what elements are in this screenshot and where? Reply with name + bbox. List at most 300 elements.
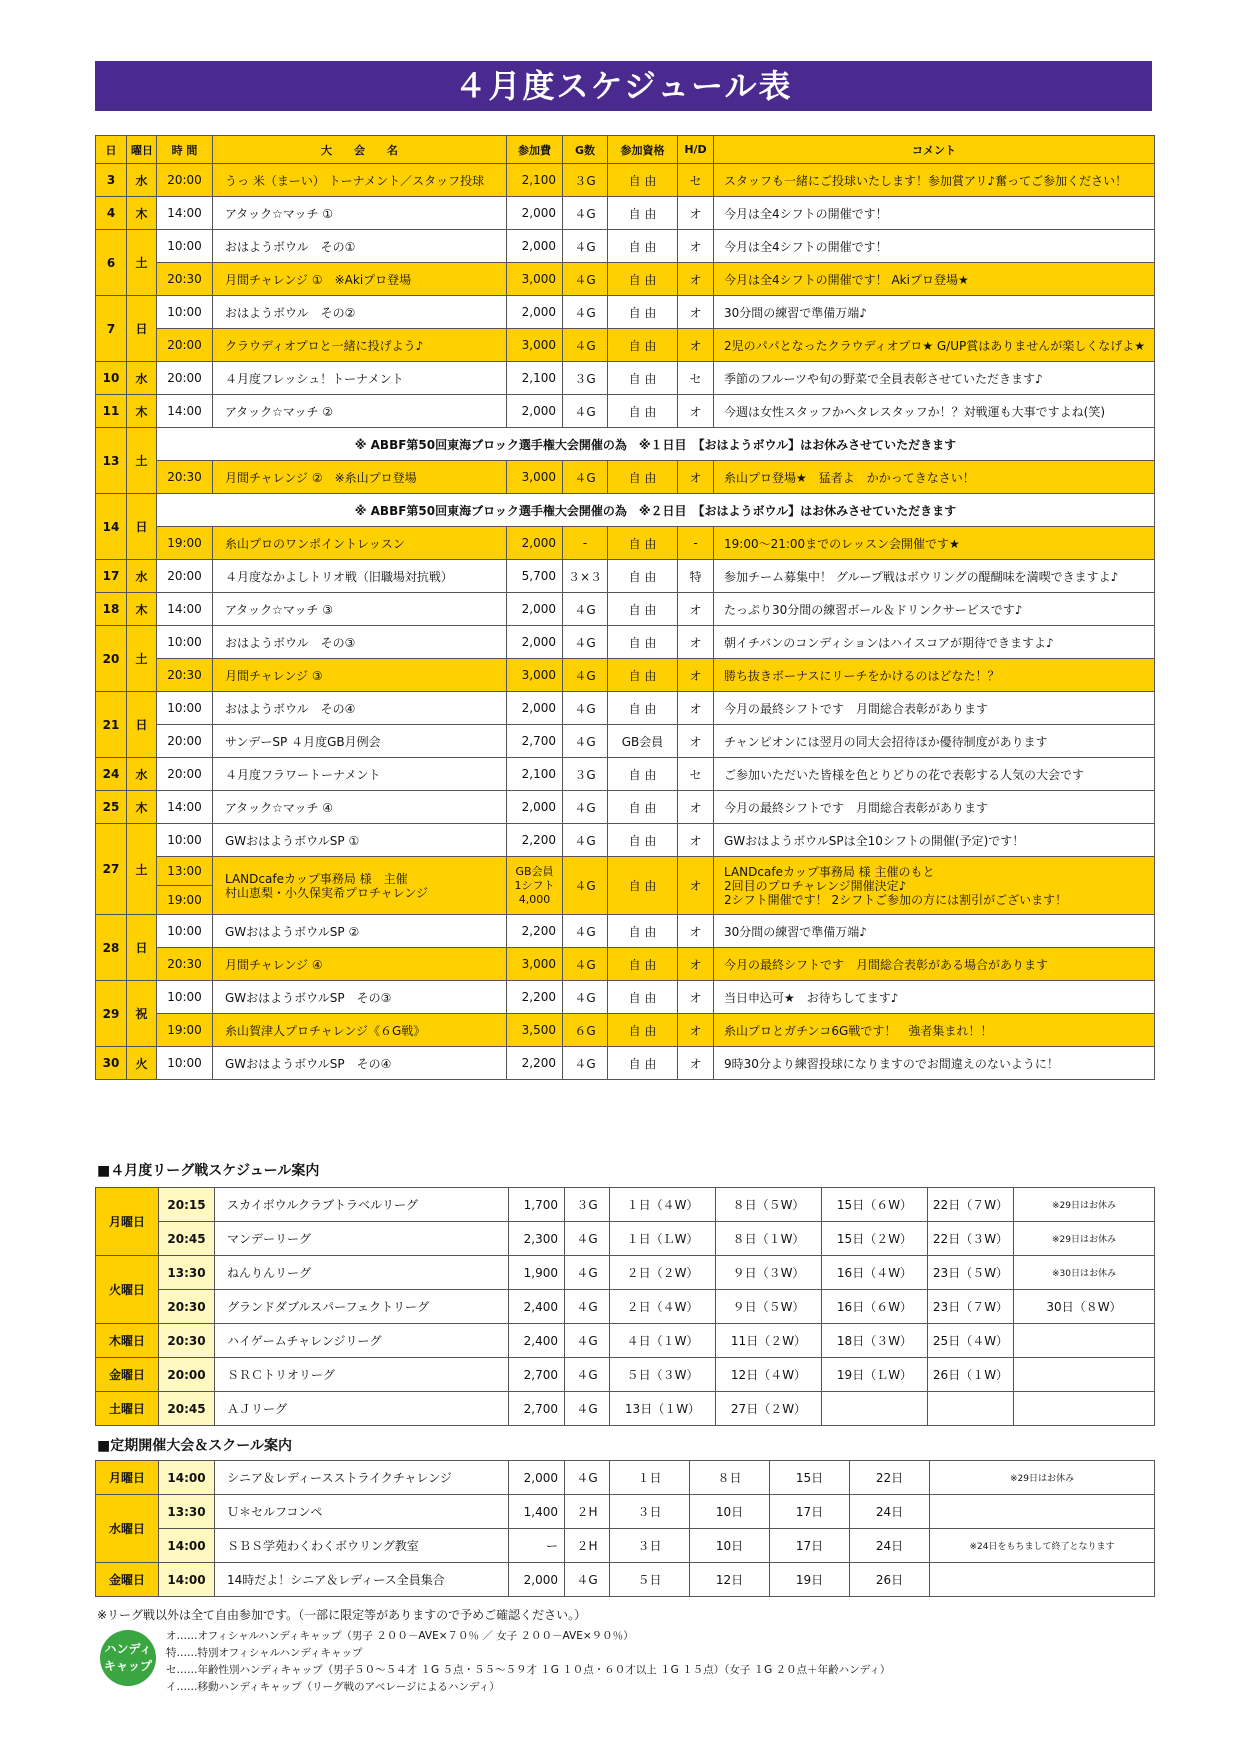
date-cell: 10日 bbox=[690, 1529, 770, 1563]
time-cell: 19:00 bbox=[157, 1014, 213, 1047]
schedule-row bbox=[96, 362, 1155, 395]
date-cell: ２日（２W） bbox=[610, 1256, 716, 1290]
fee-cell: 2,000 bbox=[507, 395, 563, 428]
schedule-row bbox=[96, 593, 1155, 626]
weekday-label: 金曜日 bbox=[96, 1563, 159, 1597]
games-cell: ４G bbox=[565, 1358, 610, 1392]
table-row bbox=[96, 1290, 1155, 1324]
table-row bbox=[96, 1461, 1155, 1495]
date-cell: 22日（３W） bbox=[928, 1222, 1014, 1256]
fee-line: 4,000 bbox=[518, 892, 551, 906]
comment-cell: 30分間の練習で準備万端♪ bbox=[714, 296, 1155, 329]
event-name: 月間チャレンジ ① ※Akiプロ登場 bbox=[213, 263, 507, 296]
weekday-cell: 火 bbox=[127, 1047, 157, 1080]
event-name: スカイボウルクラブトラベルリーグ bbox=[215, 1188, 509, 1222]
day-cell: 27 bbox=[96, 824, 127, 915]
closure-notice: ※ ABBF第50回東海ブロック選手権大会開催の為 ※１日目 【おはようボウル】はお休みさせていただきます bbox=[157, 428, 1155, 461]
date-cell: 15日（６W） bbox=[822, 1188, 928, 1222]
games-cell: ４G bbox=[565, 1324, 610, 1358]
event-name: 月間チャレンジ ③ bbox=[213, 659, 507, 692]
schedule-row bbox=[96, 527, 1155, 560]
handicap-cell: オ bbox=[678, 626, 714, 659]
schedule-row bbox=[96, 494, 1155, 527]
table-row bbox=[96, 1222, 1155, 1256]
league-section-title: ■４月度リーグ戦スケジュール案内 bbox=[97, 1163, 320, 1179]
table-row bbox=[96, 1324, 1155, 1358]
eligibility-cell: 自 由 bbox=[608, 329, 678, 362]
games-cell: ３G bbox=[563, 362, 608, 395]
fee-cell: 3,000 bbox=[507, 948, 563, 981]
schedule-row bbox=[96, 560, 1155, 593]
handicap-cell: オ bbox=[678, 659, 714, 692]
eligibility-cell: 自 由 bbox=[608, 197, 678, 230]
comment-cell: 今月の最終シフトです 月間総合表彰がある場合があります bbox=[714, 948, 1155, 981]
time-cell: 19:00 bbox=[157, 886, 213, 915]
event-name: GWおはようボウルSP ② bbox=[213, 915, 507, 948]
eligibility-cell: 自 由 bbox=[608, 791, 678, 824]
event-name: 月間チャレンジ ② ※糸山プロ登場 bbox=[213, 461, 507, 494]
time-cell: 20:30 bbox=[159, 1324, 215, 1358]
schedule-row bbox=[96, 791, 1155, 824]
comment-cell: 今週は女性スタッフかヘタレスタッフか！？対戦運も大事ですよね(笑) bbox=[714, 395, 1155, 428]
fee-cell: 2,300 bbox=[509, 1222, 565, 1256]
games-cell: ４G bbox=[563, 824, 608, 857]
eligibility-cell: 自 由 bbox=[608, 824, 678, 857]
handicap-cell: オ bbox=[678, 791, 714, 824]
eligibility-cell: 自 由 bbox=[608, 1014, 678, 1047]
weekday-cell: 木 bbox=[127, 791, 157, 824]
time-cell: 10:00 bbox=[157, 915, 213, 948]
date-cell: ５日（３W） bbox=[610, 1358, 716, 1392]
regular-section-title: ■定期開催大会＆スクール案内 bbox=[97, 1438, 292, 1454]
weekday-cell: 日 bbox=[127, 494, 157, 560]
note-cell: ※24日をもちまして終了となります bbox=[930, 1529, 1155, 1563]
day-cell: 28 bbox=[96, 915, 127, 981]
handicap-cell: オ bbox=[678, 824, 714, 857]
games-cell: ２H bbox=[565, 1529, 610, 1563]
games-cell: ４G bbox=[563, 791, 608, 824]
event-name: アタック☆マッチ ③ bbox=[213, 593, 507, 626]
day-cell: 20 bbox=[96, 626, 127, 692]
fee-cell: 3,000 bbox=[507, 461, 563, 494]
fee-cell: 5,700 bbox=[507, 560, 563, 593]
day-cell: 18 bbox=[96, 593, 127, 626]
fee-cell: 2,000 bbox=[509, 1563, 565, 1597]
day-cell: 25 bbox=[96, 791, 127, 824]
date-cell: 15日（２W） bbox=[822, 1222, 928, 1256]
schedule-row bbox=[96, 1047, 1155, 1080]
event-name: おはようボウル その① bbox=[213, 230, 507, 263]
comment-cell: 2児のパパとなったクラウディオプロ★ G/UP賞はありませんが楽しくなげよ★ bbox=[714, 329, 1155, 362]
schedule-row bbox=[96, 164, 1155, 197]
time-cell: 20:30 bbox=[157, 263, 213, 296]
eligibility-cell: 自 由 bbox=[608, 527, 678, 560]
fee-cell: 2,000 bbox=[507, 626, 563, 659]
date-cell: 19日 bbox=[770, 1563, 850, 1597]
fee-cell: 2,000 bbox=[507, 230, 563, 263]
event-name: グランドダブルスパーフェクトリーグ bbox=[215, 1290, 509, 1324]
weekday-cell: 土 bbox=[127, 626, 157, 692]
time-cell: 20:30 bbox=[157, 948, 213, 981]
schedule-row bbox=[96, 725, 1155, 758]
comment-line: 2シフト開催です！ 2シフトご参加の方には割引がございます！ bbox=[724, 892, 1068, 907]
handicap-cell: オ bbox=[678, 263, 714, 296]
games-cell: ４G bbox=[563, 626, 608, 659]
comment-cell: 参加チーム募集中！ グループ戦はボウリングの醍醐味を満喫できますよ♪ bbox=[714, 560, 1155, 593]
comment-cell: 朝イチバンのコンディションはハイスコアが期待できますよ♪ bbox=[714, 626, 1155, 659]
time-cell: 10:00 bbox=[157, 692, 213, 725]
games-cell: ４G bbox=[563, 461, 608, 494]
fee-cell: 2,000 bbox=[507, 593, 563, 626]
time-cell: 20:00 bbox=[159, 1358, 215, 1392]
event-name: うっ 米（まーい） トーナメント／スタッフ投球 bbox=[213, 164, 507, 197]
comment-cell: 季節のフルーツや旬の野菜で全員表彰させていただきます♪ bbox=[714, 362, 1155, 395]
schedule-row bbox=[96, 230, 1155, 263]
date-cell: ２日（４W） bbox=[610, 1290, 716, 1324]
schedule-row bbox=[96, 197, 1155, 230]
schedule-row bbox=[96, 758, 1155, 791]
time-cell: 14:00 bbox=[157, 791, 213, 824]
column-header: G数 bbox=[563, 136, 608, 164]
fee-cell: 2,200 bbox=[507, 1047, 563, 1080]
time-cell: 10:00 bbox=[157, 824, 213, 857]
comment-cell: 今月の最終シフトです 月間総合表彰があります bbox=[714, 692, 1155, 725]
comment-cell: 今月は全4シフトの開催です！ Akiプロ登場★ bbox=[714, 263, 1155, 296]
date-cell: 18日（３W） bbox=[822, 1324, 928, 1358]
comment-cell: 糸山プロとガチンコ6G戦です！ 強者集まれ！！ bbox=[714, 1014, 1155, 1047]
games-cell: ４G bbox=[563, 593, 608, 626]
handicap-cell: オ bbox=[678, 857, 714, 915]
fee-cell: 1,400 bbox=[509, 1495, 565, 1529]
weekday-cell: 水 bbox=[127, 362, 157, 395]
event-name bbox=[213, 857, 507, 915]
time-cell: 19:00 bbox=[157, 527, 213, 560]
schedule-row bbox=[96, 263, 1155, 296]
badge-line-2: キャップ bbox=[103, 1659, 152, 1673]
handicap-cell: セ bbox=[678, 758, 714, 791]
fee-cell: 3,000 bbox=[507, 659, 563, 692]
day-cell: 30 bbox=[96, 1047, 127, 1080]
event-name: Ｕ＊セルフコンペ bbox=[215, 1495, 509, 1529]
comment-cell: チャンピオンには翌月の同大会招待ほか優待制度があります bbox=[714, 725, 1155, 758]
column-header: 時 間 bbox=[157, 136, 213, 164]
schedule-row bbox=[96, 692, 1155, 725]
time-cell: 20:30 bbox=[157, 659, 213, 692]
comment-cell: GWおはようボウルSPは全10シフトの開催(予定)です！ bbox=[714, 824, 1155, 857]
handicap-cell: オ bbox=[678, 197, 714, 230]
games-cell: ４G bbox=[563, 948, 608, 981]
event-name: サンデーSP ４月度GB月例会 bbox=[213, 725, 507, 758]
weekday-label: 月曜日 bbox=[96, 1188, 159, 1256]
column-header: 参加費 bbox=[507, 136, 563, 164]
handicap-cell: オ bbox=[678, 948, 714, 981]
fee-cell: 3,000 bbox=[507, 263, 563, 296]
handicap-cell: セ bbox=[678, 362, 714, 395]
time-cell: 20:00 bbox=[157, 725, 213, 758]
time-cell: 14:00 bbox=[159, 1461, 215, 1495]
column-header: コメント bbox=[714, 136, 1155, 164]
league-table bbox=[95, 1187, 1155, 1426]
date-cell: ４日（１W） bbox=[610, 1324, 716, 1358]
time-cell: 20:00 bbox=[157, 164, 213, 197]
date-cell: 24日 bbox=[850, 1529, 930, 1563]
date-cell: 17日 bbox=[770, 1529, 850, 1563]
day-cell: 6 bbox=[96, 230, 127, 296]
time-cell: 20:45 bbox=[159, 1222, 215, 1256]
time-cell: 10:00 bbox=[157, 626, 213, 659]
schedule-table bbox=[95, 135, 1155, 1080]
badge-line-1: ハンディ bbox=[104, 1642, 152, 1656]
time-cell: 10:00 bbox=[157, 230, 213, 263]
weekday-label: 木曜日 bbox=[96, 1324, 159, 1358]
table-row bbox=[96, 1495, 1155, 1529]
event-title: 村山恵梨・小久保実希プロチャレンジ bbox=[225, 885, 429, 900]
time-cell: 10:00 bbox=[157, 296, 213, 329]
closure-notice: ※ ABBF第50回東海ブロック選手権大会開催の為 ※２日目 【おはようボウル】はお休みさせていただきます bbox=[157, 494, 1155, 527]
comment-cell: ご参加いただいた皆様を色とりどりの花で表彰する人気の大会です bbox=[714, 758, 1155, 791]
event-name: ４月度フレッシュ！トーナメント bbox=[213, 362, 507, 395]
handicap-cell: オ bbox=[678, 1014, 714, 1047]
schedule-row bbox=[96, 857, 1155, 886]
schedule-row bbox=[96, 824, 1155, 857]
games-cell: ４G bbox=[563, 659, 608, 692]
fee-cell: 2,700 bbox=[509, 1358, 565, 1392]
games-cell: ４G bbox=[565, 1222, 610, 1256]
day-cell: 14 bbox=[96, 494, 127, 560]
event-name: アタック☆マッチ ④ bbox=[213, 791, 507, 824]
date-cell: 26日 bbox=[850, 1563, 930, 1597]
eligibility-cell: 自 由 bbox=[608, 659, 678, 692]
day-cell: 11 bbox=[96, 395, 127, 428]
eligibility-cell: 自 由 bbox=[608, 857, 678, 915]
games-cell: ４G bbox=[565, 1290, 610, 1324]
comment-cell: 当日申込可★ お待ちしてます♪ bbox=[714, 981, 1155, 1014]
date-cell: 19日（ＬW） bbox=[822, 1358, 928, 1392]
event-name: GWおはようボウルSP その③ bbox=[213, 981, 507, 1014]
event-name: 月間チャレンジ ④ bbox=[213, 948, 507, 981]
event-name: ハイゲームチャレンジリーグ bbox=[215, 1324, 509, 1358]
time-cell: 20:00 bbox=[157, 560, 213, 593]
comment-cell: 30分間の練習で準備万端♪ bbox=[714, 915, 1155, 948]
weekday-cell: 土 bbox=[127, 824, 157, 915]
games-cell: ４G bbox=[563, 263, 608, 296]
fee-cell: 3,000 bbox=[507, 329, 563, 362]
comment-line: 2回目のプロチャレンジ開催決定♪ bbox=[724, 878, 907, 893]
schedule-row bbox=[96, 428, 1155, 461]
table-row bbox=[96, 1563, 1155, 1597]
date-cell: ８日（１W） bbox=[716, 1222, 822, 1256]
event-name: ４月度フラワートーナメント bbox=[213, 758, 507, 791]
date-cell: ５日 bbox=[610, 1563, 690, 1597]
event-name: おはようボウル その② bbox=[213, 296, 507, 329]
date-cell: 25日（４W） bbox=[928, 1324, 1014, 1358]
note-cell: 30日（８W） bbox=[1014, 1290, 1155, 1324]
fee-cell: 2,100 bbox=[507, 758, 563, 791]
date-cell: 13日（１W） bbox=[610, 1392, 716, 1426]
handicap-line: 特……特別オフィシャルハンディキャップ bbox=[166, 1647, 363, 1659]
games-cell: - bbox=[563, 527, 608, 560]
fee-cell: ー bbox=[509, 1529, 565, 1563]
handicap-cell: オ bbox=[678, 725, 714, 758]
time-cell: 14:00 bbox=[157, 395, 213, 428]
handicap-cell: - bbox=[678, 527, 714, 560]
games-cell: ４G bbox=[563, 230, 608, 263]
games-cell: ４G bbox=[565, 1563, 610, 1597]
weekday-label: 土曜日 bbox=[96, 1392, 159, 1426]
games-cell: ６G bbox=[563, 1014, 608, 1047]
time-cell: 20:45 bbox=[159, 1392, 215, 1426]
fee-cell: 2,700 bbox=[507, 725, 563, 758]
date-cell: 23日（７W） bbox=[928, 1290, 1014, 1324]
weekday-cell: 日 bbox=[127, 296, 157, 362]
games-cell: ３×３ bbox=[563, 560, 608, 593]
table-row bbox=[96, 1392, 1155, 1426]
comment-cell: たっぷり30分間の練習ボール＆ドリンクサービスです♪ bbox=[714, 593, 1155, 626]
event-name: 糸山プロのワンポイントレッスン bbox=[213, 527, 507, 560]
date-cell: 17日 bbox=[770, 1495, 850, 1529]
fee-cell: 2,200 bbox=[507, 824, 563, 857]
event-name: ＡＪリーグ bbox=[215, 1392, 509, 1426]
games-cell: ３G bbox=[563, 758, 608, 791]
date-cell: 12日（４W） bbox=[716, 1358, 822, 1392]
column-header: H/D bbox=[678, 136, 714, 164]
day-cell: 10 bbox=[96, 362, 127, 395]
event-organizer: LANDcafeカップ事務局 様 主催 bbox=[225, 871, 408, 886]
time-cell: 10:00 bbox=[157, 1047, 213, 1080]
games-cell: ３G bbox=[565, 1188, 610, 1222]
weekday-cell: 水 bbox=[127, 164, 157, 197]
games-cell: ４G bbox=[563, 329, 608, 362]
date-cell: ３日 bbox=[610, 1495, 690, 1529]
time-cell: 14:00 bbox=[159, 1529, 215, 1563]
schedule-row bbox=[96, 626, 1155, 659]
eligibility-cell: 自 由 bbox=[608, 758, 678, 791]
fee-cell: 2,000 bbox=[507, 296, 563, 329]
fee-cell: 2,000 bbox=[507, 197, 563, 230]
schedule-row bbox=[96, 659, 1155, 692]
handicap-cell: オ bbox=[678, 461, 714, 494]
comment-cell bbox=[714, 857, 1155, 915]
handicap-cell: オ bbox=[678, 915, 714, 948]
eligibility-cell: 自 由 bbox=[608, 296, 678, 329]
weekday-label: 金曜日 bbox=[96, 1358, 159, 1392]
date-cell: 26日（１W） bbox=[928, 1358, 1014, 1392]
fee-cell: 2,000 bbox=[507, 791, 563, 824]
date-cell: 11日（２W） bbox=[716, 1324, 822, 1358]
fee-cell: 2,000 bbox=[507, 692, 563, 725]
schedule-row bbox=[96, 981, 1155, 1014]
eligibility-cell: 自 由 bbox=[608, 692, 678, 725]
date-cell: 12日 bbox=[690, 1563, 770, 1597]
column-header: 参加資格 bbox=[608, 136, 678, 164]
event-name: 14時だよ！シニア＆レディース全員集合 bbox=[215, 1563, 509, 1597]
date-cell: 10日 bbox=[690, 1495, 770, 1529]
comment-cell: 19:00～21:00までのレッスン会開催です★ bbox=[714, 527, 1155, 560]
day-cell: 24 bbox=[96, 758, 127, 791]
comment-cell: 今月の最終シフトです 月間総合表彰があります bbox=[714, 791, 1155, 824]
eligibility-cell: 自 由 bbox=[608, 626, 678, 659]
handicap-cell: オ bbox=[678, 593, 714, 626]
games-cell: ４G bbox=[563, 981, 608, 1014]
time-cell: 14:00 bbox=[157, 593, 213, 626]
day-cell: 4 bbox=[96, 197, 127, 230]
handicap-legend bbox=[166, 1628, 890, 1696]
time-cell: 20:30 bbox=[157, 461, 213, 494]
weekday-cell: 水 bbox=[127, 560, 157, 593]
event-name: おはようボウル その④ bbox=[213, 692, 507, 725]
schedule-row bbox=[96, 915, 1155, 948]
eligibility-cell: 自 由 bbox=[608, 164, 678, 197]
games-cell: ２H bbox=[565, 1495, 610, 1529]
handicap-cell: オ bbox=[678, 329, 714, 362]
event-name: GWおはようボウルSP ① bbox=[213, 824, 507, 857]
date-cell: ３日 bbox=[610, 1529, 690, 1563]
event-name: 糸山賀津人プロチャレンジ《６G戦》 bbox=[213, 1014, 507, 1047]
fee-cell: 2,200 bbox=[507, 915, 563, 948]
date-cell: １日 bbox=[610, 1461, 690, 1495]
games-cell: ４G bbox=[565, 1461, 610, 1495]
note-cell: ※29日はお休み bbox=[1014, 1188, 1155, 1222]
comment-line: LANDcafeカップ事務局 様 主催のもと bbox=[724, 864, 935, 879]
date-cell: 27日（２W） bbox=[716, 1392, 822, 1426]
eligibility-cell: 自 由 bbox=[608, 230, 678, 263]
fee-cell: 2,100 bbox=[507, 362, 563, 395]
fee-cell: 2,400 bbox=[509, 1290, 565, 1324]
time-cell: 20:15 bbox=[159, 1188, 215, 1222]
date-cell: ８日（５W） bbox=[716, 1188, 822, 1222]
weekday-cell: 木 bbox=[127, 395, 157, 428]
event-name: おはようボウル その③ bbox=[213, 626, 507, 659]
games-cell: ４G bbox=[565, 1256, 610, 1290]
event-name: アタック☆マッチ ② bbox=[213, 395, 507, 428]
games-cell: ４G bbox=[563, 197, 608, 230]
schedule-row bbox=[96, 329, 1155, 362]
weekday-cell: 木 bbox=[127, 197, 157, 230]
fee-cell: 2,100 bbox=[507, 164, 563, 197]
day-cell: 17 bbox=[96, 560, 127, 593]
games-cell: ４G bbox=[563, 857, 608, 915]
weekday-cell: 土 bbox=[127, 428, 157, 494]
weekday-cell: 木 bbox=[127, 593, 157, 626]
fee-cell: 2,400 bbox=[509, 1324, 565, 1358]
fee-cell: 2,200 bbox=[507, 981, 563, 1014]
games-cell: ４G bbox=[565, 1392, 610, 1426]
note-cell bbox=[930, 1495, 1155, 1529]
column-header: 日 bbox=[96, 136, 127, 164]
handicap-cell: オ bbox=[678, 1047, 714, 1080]
weekday-cell: 日 bbox=[127, 692, 157, 758]
time-cell: 14:00 bbox=[159, 1563, 215, 1597]
note-cell bbox=[930, 1563, 1155, 1597]
handicap-cell: セ bbox=[678, 164, 714, 197]
date-cell: 15日 bbox=[770, 1461, 850, 1495]
weekday-label: 月曜日 bbox=[96, 1461, 159, 1495]
games-cell: ３G bbox=[563, 164, 608, 197]
day-cell: 7 bbox=[96, 296, 127, 362]
handicap-cell: 特 bbox=[678, 560, 714, 593]
event-name: GWおはようボウルSP その④ bbox=[213, 1047, 507, 1080]
comment-cell: 糸山プロ登場★ 猛者よ かかってきなさい！ bbox=[714, 461, 1155, 494]
date-cell: 23日（５W） bbox=[928, 1256, 1014, 1290]
weekday-cell: 祝 bbox=[127, 981, 157, 1047]
schedule-row bbox=[96, 948, 1155, 981]
date-cell: 16日（６W） bbox=[822, 1290, 928, 1324]
event-name: ＳＢＳ学苑わくわくボウリング教室 bbox=[215, 1529, 509, 1563]
time-cell: 20:00 bbox=[157, 758, 213, 791]
fee-line: GB会員 bbox=[515, 864, 554, 878]
note-cell bbox=[1014, 1392, 1155, 1426]
date-cell: １日（ＬW） bbox=[610, 1222, 716, 1256]
